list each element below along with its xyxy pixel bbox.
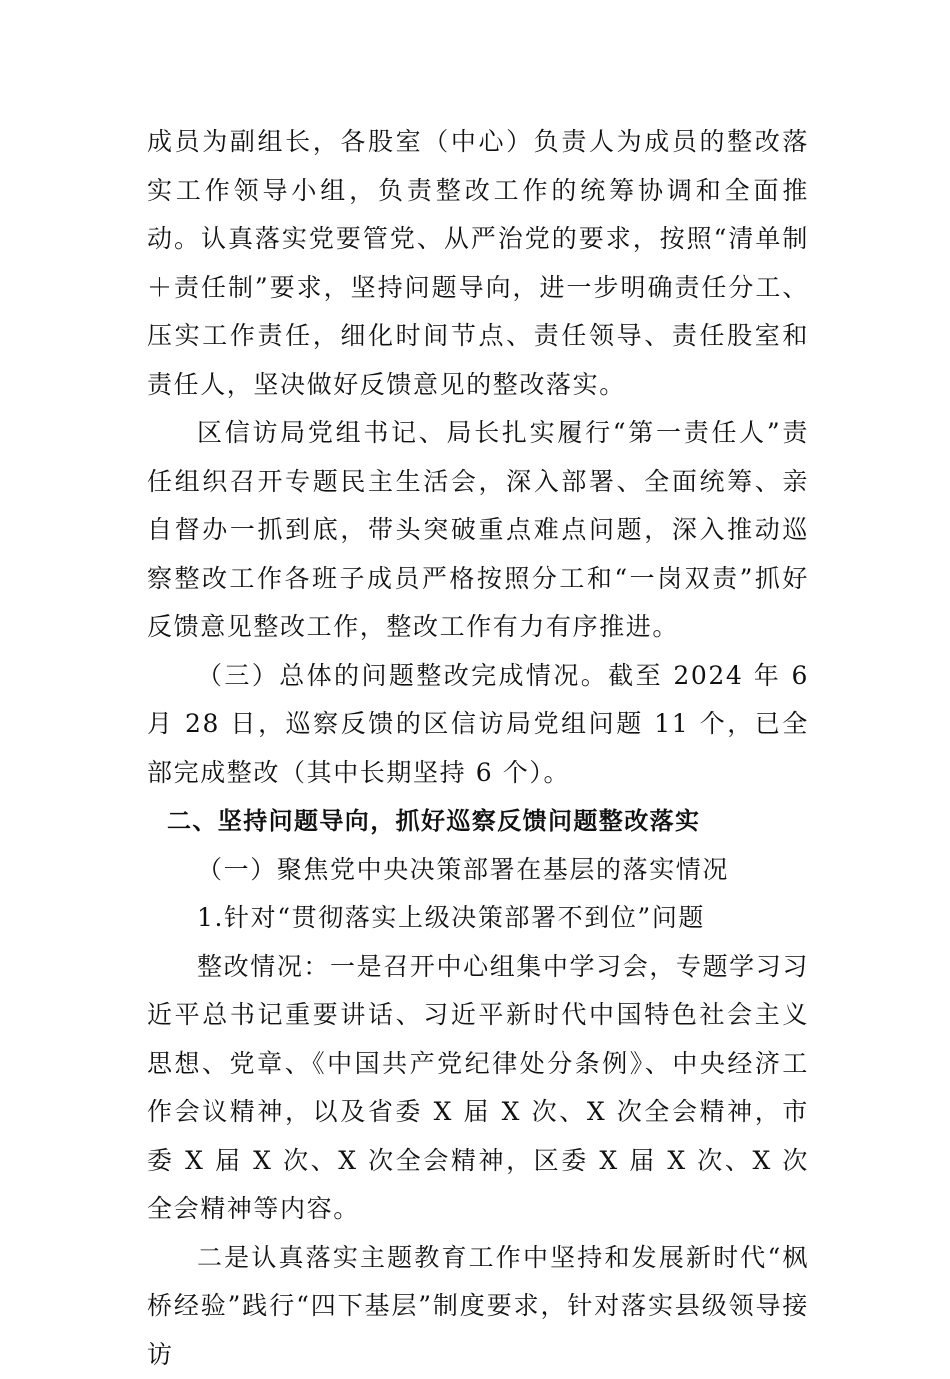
body-paragraph-4: 整改情况：一是召开中心组集中学习会，专题学习习近平总书记重要讲话、习近平新时代中国特色社会主义思想、党章、《中国共产党纪律处分条例》、中央经济工作会议精神，以及省委 X 届 X 次、X 次全会精神，市委 X 届 X 次、X 次全会精神，区委 X 届 X 次、X 次全会精神等内容。 [147,943,809,1234]
section-heading-2: 二、坚持问题导向，抓好巡察反馈问题整改落实 [147,797,809,846]
body-paragraph-3: （三）总体的问题整改完成情况。截至 2024 年 6 月 28 日，巡察反馈的区信访局党组问题 11 个，已全部完成整改（其中长期坚持 6 个）。 [147,652,809,798]
body-paragraph-2: 区信访局党组书记、局长扎实履行“第一责任人”责任组织召开专题民主生活会，深入部署、全面统筹、亲自督办一抓到底，带头突破重点难点问题，深入推动巡察整改工作各班子成员严格按照分工和“一岗双责”抓好反馈意见整改工作，整改工作有力有序推进。 [147,409,809,652]
body-paragraph-1: 成员为副组长，各股室（中心）负责人为成员的整改落实工作领导小组，负责整改工作的统筹协调和全面推动。认真落实党要管党、从严治党的要求，按照“清单制＋责任制”要求，坚持问题导向，进一步明确责任分工、压实工作责任，细化时间节点、责任领导、责任股室和责任人，坚决做好反馈意见的整改落实。 [147,118,809,409]
document-page [147,118,809,1379]
subsection-heading-1: （一）聚焦党中央决策部署在基层的落实情况 [147,846,809,895]
item-heading-1: 1.针对“贯彻落实上级决策部署不到位”问题 [147,894,809,943]
body-paragraph-5: 二是认真落实主题教育工作中坚持和发展新时代“枫桥经验”践行“四下基层”制度要求，针对落实县级领导接访 [147,1234,809,1379]
